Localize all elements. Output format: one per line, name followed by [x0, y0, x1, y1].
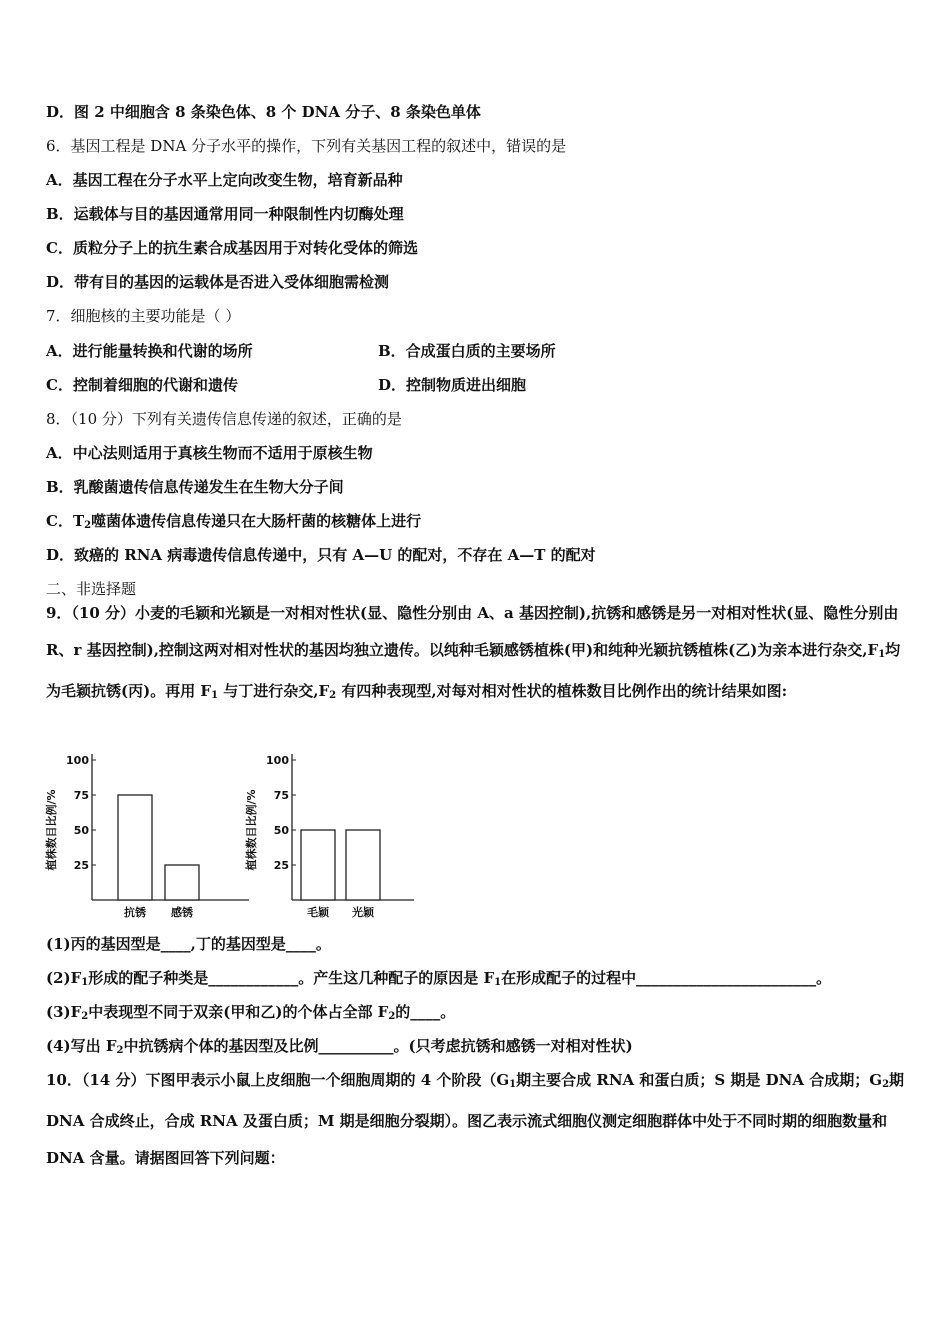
x-tick-label: 抗锈 — [124, 906, 146, 919]
subquestion-1: (1)丙的基因型是____,丁的基因型是____。 — [46, 935, 331, 953]
bar — [346, 830, 380, 900]
option-7a: A．进行能量转换和代谢的场所 — [46, 342, 253, 360]
question-8-stem: 8．（10 分）下列有关遗传信息传递的叙述，正确的是 — [46, 410, 402, 428]
bar — [165, 865, 199, 900]
bar — [118, 795, 152, 900]
subquestion-2: $(2)F_1$形成的配子种类是____________。产生这几种配子的原因是 $F_1$在形成配子的过程中________________________。 — [46, 969, 832, 988]
y-axis-label: 植株数目比例/% — [245, 789, 258, 871]
question-7-stem: 7．细胞核的主要功能是（ ） — [46, 307, 241, 325]
y-tick-label: 50 — [273, 824, 289, 837]
y-tick-label: 25 — [273, 859, 289, 872]
option-8b: B．乳酸菌遗传信息传递发生在生物大分子间 — [46, 478, 344, 496]
x-tick-label: 光颖 — [352, 906, 374, 919]
chart-rust-resistance — [44, 745, 254, 925]
option-6d: D．带有目的基因的运载体是否进入受体细胞需检测 — [46, 273, 390, 291]
section-heading: 二、非选择题 — [46, 580, 137, 598]
option-7c: C．控制着细胞的代谢和遗传 — [46, 376, 238, 394]
y-tick-label: 75 — [273, 789, 289, 802]
bar — [301, 830, 335, 900]
question-10-stem: 10．（14 分）下图甲表示小鼠上皮细胞一个细胞周期的 4 个阶段（$G_1$期主要合成 RNA 和蛋白质；S 期是 DNA 合成期；$G_2$期 DNA 合成终止，合成 RNA 及蛋白质；M 期是细胞分裂期）。图乙表示流式细胞仪测定细胞群体中处于不同时期的细胞数量和 DNA 含量。请据图回答下列问题： — [46, 1071, 905, 1167]
y-tick-label: 50 — [73, 824, 89, 837]
question-5d: D．图 2 中细胞含 8 条染色体、8 个 DNA 分子、8 条染色单体 — [46, 103, 481, 121]
option-8a: A．中心法则适用于真核生物而不适用于原核生物 — [46, 444, 373, 462]
chart-glume-type — [244, 745, 419, 925]
option-7d: D．控制物质进出细胞 — [378, 376, 527, 394]
x-tick-label: 感锈 — [171, 906, 193, 919]
y-tick-label: 100 — [266, 754, 289, 767]
y-tick-label: 25 — [73, 859, 89, 872]
x-tick-label: 毛颖 — [307, 906, 329, 919]
y-axis-label: 植株数目比例/% — [45, 789, 58, 871]
question-9-stem: 9．（10 分）小麦的毛颖和光颖是一对相对性状(显、隐性分别由 A、a 基因控制),抗锈和感锈是另一对相对性状(显、隐性分别由 R、r 基因控制),控制这两对相对性状的基因均独立遗传。以纯种毛颖感锈植株(甲)和纯种光颖抗锈植株(乙)为亲本进行杂交$,F_1$均为毛颖抗锈(丙)。再用 $F_1$ 与丁进行杂交$,F_2$ 有四种表现型,对每对相对性状的植株数目比例作出的统计结果如图: — [46, 604, 901, 701]
subquestion-3: $(3)F_2$中表现型不同于双亲(甲和乙)的个体占全部 $F_2$的____。 — [46, 1003, 456, 1022]
option-6a: A．基因工程在分子水平上定向改变生物，培育新品种 — [46, 171, 403, 189]
option-8d: D．致癌的 RNA 病毒遗传信息传递中，只有 A—U 的配对，不存在 A—T 的配对 — [46, 546, 596, 564]
option-7b: B．合成蛋白质的主要场所 — [378, 342, 556, 360]
question-6-stem: 6．基因工程是 DNA 分子水平的操作，下列有关基因工程的叙述中，错误的是 — [46, 137, 567, 155]
option-8c: C．$T_2$噬菌体遗传信息传递只在大肠杆菌的核糖体上进行 — [46, 512, 422, 531]
option-6c: C．质粒分子上的抗生素合成基因用于对转化受体的筛选 — [46, 239, 418, 257]
option-6b: B．运载体与目的基因通常用同一种限制性内切酶处理 — [46, 205, 404, 223]
subquestion-4: (4)写出 $F_2$中抗锈病个体的基因型及比例__________。(只考虑抗锈和感锈一对相对性状) — [46, 1037, 633, 1056]
y-tick-label: 75 — [73, 789, 89, 802]
y-tick-label: 100 — [66, 754, 89, 767]
